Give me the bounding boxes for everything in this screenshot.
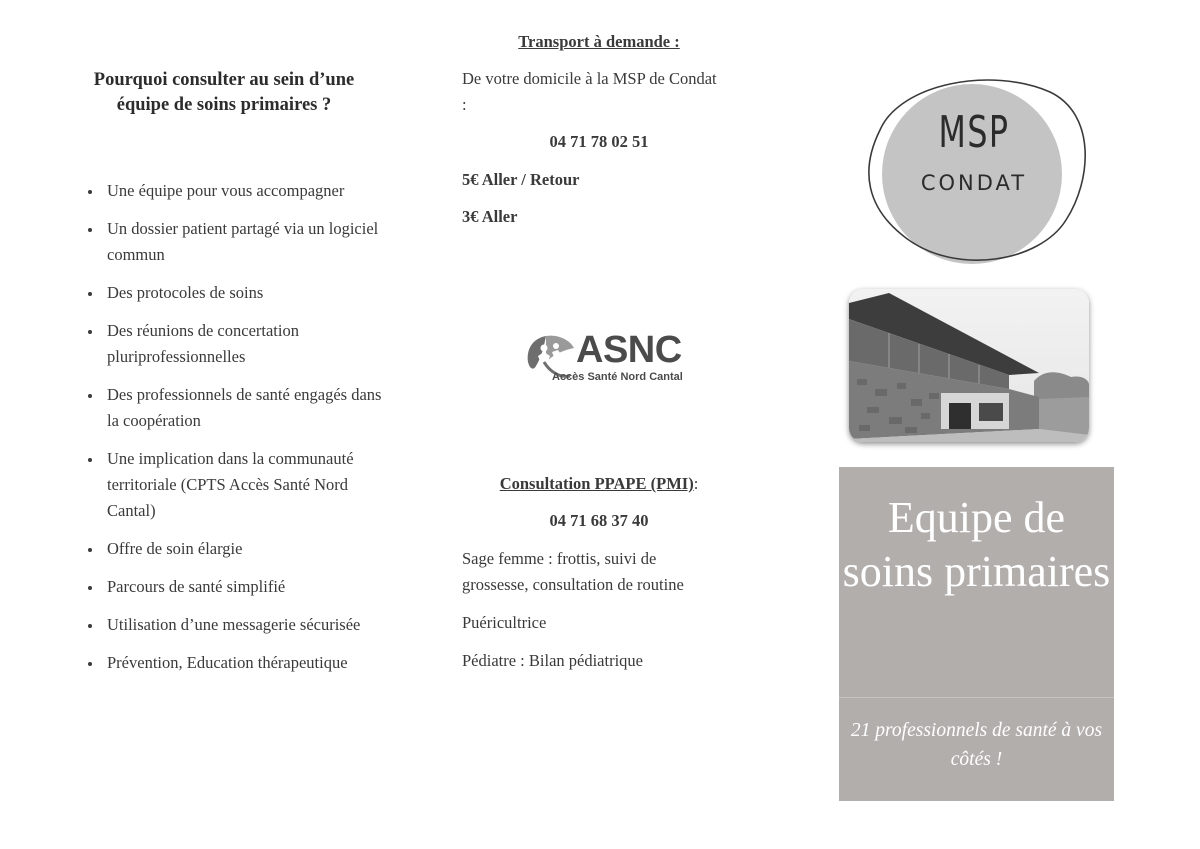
transport-heading: Transport à demande :: [518, 32, 680, 51]
list-item: Utilisation d’une messagerie sécurisée: [85, 612, 385, 638]
consultation-service: Puéricultrice: [462, 613, 547, 632]
list-item: Une implication dans la communauté territoriale (CPTS Accès Santé Nord Cantal): [85, 446, 385, 524]
msp-logo-title: MSP: [938, 107, 1010, 158]
consultation-service: Sage femme : frottis, suivi de grossesse, consultation de routine: [462, 549, 684, 594]
list-item: Des professionnels de santé engagés dans la coopération: [85, 382, 385, 434]
consultation-heading-colon: :: [693, 474, 699, 493]
consultation-heading: Consultation PPAPE (PMI): [499, 474, 694, 493]
list-item: Des réunions de concertation pluriprofessionnelles: [85, 318, 385, 370]
asnc-logo: [524, 328, 684, 390]
benefits-list: [85, 178, 385, 688]
msp-condat-logo: [860, 70, 1090, 270]
cover-divider: [839, 697, 1114, 698]
cover-title: Equipe de soins primaires: [842, 493, 1111, 596]
list-item: Une équipe pour vous accompagner: [85, 178, 385, 204]
asnc-name: ASNC: [576, 329, 682, 371]
list-item: Prévention, Education thérapeutique: [85, 650, 385, 676]
building-image-icon: [849, 289, 1089, 442]
left-section-title: Pourquoi consulter au sein d’une équipe de soins primaires ?: [93, 70, 355, 115]
consultation-heading-line: [462, 471, 736, 497]
asnc-tagline: Accès Santé Nord Cantal: [552, 371, 683, 383]
transport-price-round-trip: 5€ Aller / Retour: [462, 170, 580, 189]
list-item: Un dossier patient partagé via un logiciel commun: [85, 216, 385, 268]
building-photo: [849, 289, 1089, 442]
list-item: Des protocoles de soins: [85, 280, 385, 306]
transport-price-one-way: 3€ Aller: [462, 207, 518, 226]
list-item: Parcours de santé simplifié: [85, 574, 385, 600]
consultation-phone: 04 71 68 37 40: [549, 511, 649, 530]
transport-description: De votre domicile à la MSP de Condat :: [462, 69, 717, 114]
msp-logo-subtitle: CONDAT: [920, 171, 1028, 195]
cover-subtitle: 21 professionnels de santé à vos côtés !: [850, 720, 1103, 770]
consultation-service: Pédiatre : Bilan pédiatrique: [462, 651, 643, 670]
transport-phone: 04 71 78 02 51: [549, 132, 649, 151]
list-item: Offre de soin élargie: [85, 536, 385, 562]
